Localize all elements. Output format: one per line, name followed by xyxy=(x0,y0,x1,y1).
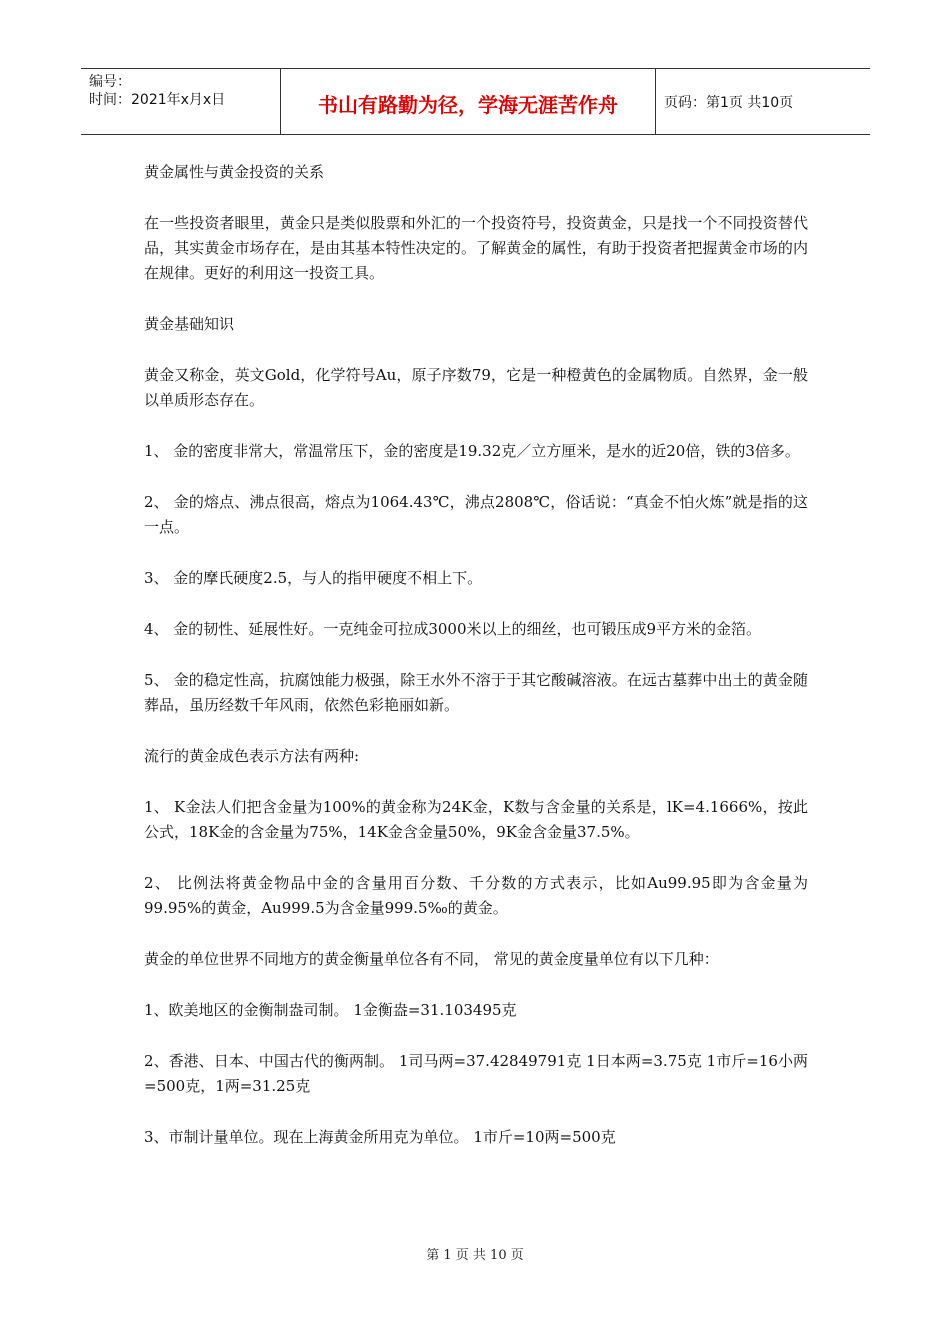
paragraph: 在一些投资者眼里，黄金只是类似股票和外汇的一个投资符号，投资黄金，只是找一个不同投资替代品，其实黄金市场存在，是由其基本特性决定的。了解黄金的属性，有助于投资者把握黄金市场的内在规律。更好的利用这一投资工具。 xyxy=(144,214,808,282)
header-meta xyxy=(81,69,281,134)
list-item: 1、欧美地区的金衡制盎司制。 1金衡盎=31.103495克 xyxy=(144,1001,517,1019)
motto-text: 书山有路勤为径，学海无涯苦作舟 xyxy=(318,93,618,117)
paragraph: 黄金又称金，英文Gold，化学符号Au，原子序数79，它是一种橙黄色的金属物质。自然界，金一般以单质形态存在。 xyxy=(144,366,808,409)
article-body xyxy=(144,160,808,1176)
header-motto xyxy=(281,69,656,134)
article-title: 黄金属性与黄金投资的关系 xyxy=(144,163,325,181)
date-line: 时间：2021年x月x日 xyxy=(89,92,226,108)
list-item: 4、 金的韧性、延展性好。一克纯金可拉成3000米以上的细丝，也可锻压成9平方米的金箔。 xyxy=(144,620,762,638)
number-label: 编号： xyxy=(89,74,131,90)
page-header xyxy=(81,68,870,135)
list-item: 1、 金的密度非常大，常温常压下，金的密度是19.32克／立方厘米，是水的近20倍，铁的3倍多。 xyxy=(144,442,800,460)
footer-page-number: 第 1 页 共 10 页 xyxy=(426,1248,524,1263)
list-item: 2、 比例法将黄金物品中金的含量用百分数、千分数的方式表示，比如Au99.95即为含金量为99.95%的黄金，Au999.5为含金量999.5‰的黄金。 xyxy=(144,874,808,917)
page-footer xyxy=(0,1244,950,1263)
list-item: 2、 金的熔点、沸点很高，熔点为1064.43℃，沸点2808℃，俗话说：“真金不怕火炼”就是指的这一点。 xyxy=(144,493,808,536)
paragraph: 黄金的单位世界不同地方的黄金衡量单位各有不同， 常见的黄金度量单位有以下几种： xyxy=(144,950,719,968)
list-item: 3、市制计量单位。现在上海黄金所用克为单位。 1市斤=10两=500克 xyxy=(144,1128,616,1146)
section-heading: 黄金基础知识 xyxy=(144,315,235,333)
list-item: 2、香港、日本、中国古代的衡两制。 1司马两=37.42849791克 1日本两=3.75克 1市斤=16小两=500克，1两=31.25克 xyxy=(144,1052,808,1095)
header-page-info xyxy=(656,69,870,134)
section-heading: 流行的黄金成色表示方法有两种: xyxy=(144,747,360,765)
list-item: 5、 金的稳定性高，抗腐蚀能力极强，除王水外不溶于于其它酸碱溶液。在远古墓葬中出土的黄金随葬品，虽历经数千年风雨，依然色彩艳丽如新。 xyxy=(144,671,808,714)
list-item: 3、 金的摩氏硬度2.5，与人的指甲硬度不相上下。 xyxy=(144,569,483,587)
page-info-text: 页码：第1页 共10页 xyxy=(664,94,794,111)
list-item: 1、 K金法人们把含金量为100%的黄金称为24K金，K数与含金量的关系是，lK=4.1666%，按此公式，18K金的含金量为75%，14K金含金量50%，9K金含金量37.5%。 xyxy=(144,798,808,841)
